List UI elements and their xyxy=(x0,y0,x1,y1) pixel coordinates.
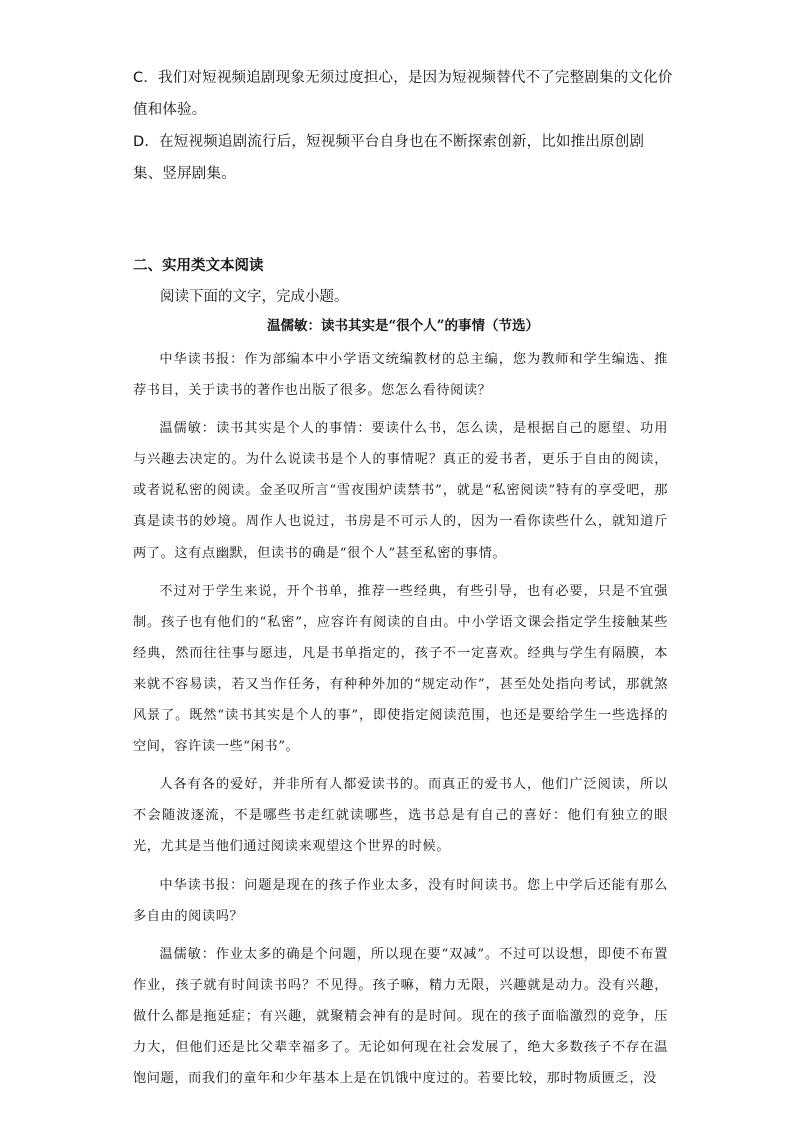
reading-instruction: 阅读下面的文字，完成小题。 xyxy=(160,289,349,305)
section-heading: 二、实用类文本阅读 xyxy=(133,258,264,274)
option-c: C．我们对短视频追剧现象无须过度担心，是因为短视频替代不了完整剧集的文化价值和体验。 xyxy=(133,70,673,118)
article-paragraph: 中华读书报：问题是现在的孩子作业太多，没有时间读书。您上中学后还能有那么多自由的阅读吗？ xyxy=(133,877,668,924)
article-body xyxy=(133,344,668,1101)
article-paragraph: 温儒敏：作业太多的确是个问题，所以现在要“双减”。不过可以设想，即使不布置作业，孩子就有时间读书吗？不见得。孩子嘛，精力无限，兴趣就是动力。没有兴趣，做什么都是拖延症；有兴趣，就聚精会神有的是时间。现在的孩子面临激烈的竞争，压力大，但他们还是比父辈幸福多了。无论如何现在社会发展了，绝大多数孩子不存在温饱问题，而我们的童年和少年基本上是在饥饿中度过的。若要比较，那时物质匮乏，没 xyxy=(133,946,668,1087)
article-paragraph: 不过对于学生来说，开个书单，推荐一些经典，有些引导，也有必要，只是不宜强制。孩子也有他们的“私密”，应容许有阅读的自由。中小学语文课会指定学生接触某些经典，然而往往事与愿违，凡是书单指定的，孩子不一定喜欢。经典与学生有隔膜，本来就不容易读，若又当作任务，有种种外加的“规定动作”，甚至处处指向考试，那就煞风景了。既然“读书其实是个人的事”，即使指定阅读范围，也还是要给学生一些选择的空间，容许读一些“闲书”。 xyxy=(133,583,668,755)
article-paragraph: 温儒敏：读书其实是个人的事情：要读什么书，怎么读，是根据自己的愿望、功用与兴趣去决定的。为什么说读书是个人的事情呢？真正的爱书者，更乐于自由的阅读，或者说私密的阅读。金圣叹所言“雪夜围炉读禁书”，就是“私密阅读”特有的享受吧，那真是读书的妙境。周作人也说过，书房是不可示人的，因为一看你读些什么，就知道斤两了。这有点幽默，但读书的确是“很个人”甚至私密的事情。 xyxy=(133,421,668,561)
article-paragraph: 中华读书报：作为部编本中小学语文统编教材的总主编，您为教师和学生编选、推荐书目，关于读书的著作也出版了很多。您怎么看待阅读？ xyxy=(133,352,668,399)
article-title: 温儒敏：读书其实是“很个人”的事情（节选） xyxy=(266,318,540,334)
option-d: D．在短视频追剧流行后，短视频平台自身也在不断探索创新，比如推出原创剧集、竖屏剧集。 xyxy=(133,134,645,182)
article-paragraph: 人各有各的爱好，并非所有人都爱读书的。而真正的爱书人，他们广泛阅读，所以不会随波逐流，不是哪些书走红就读哪些，选书总是有自己的喜好：他们有独立的眼光，尤其是当他们通过阅读来观望这个世界的时候。 xyxy=(133,777,668,855)
